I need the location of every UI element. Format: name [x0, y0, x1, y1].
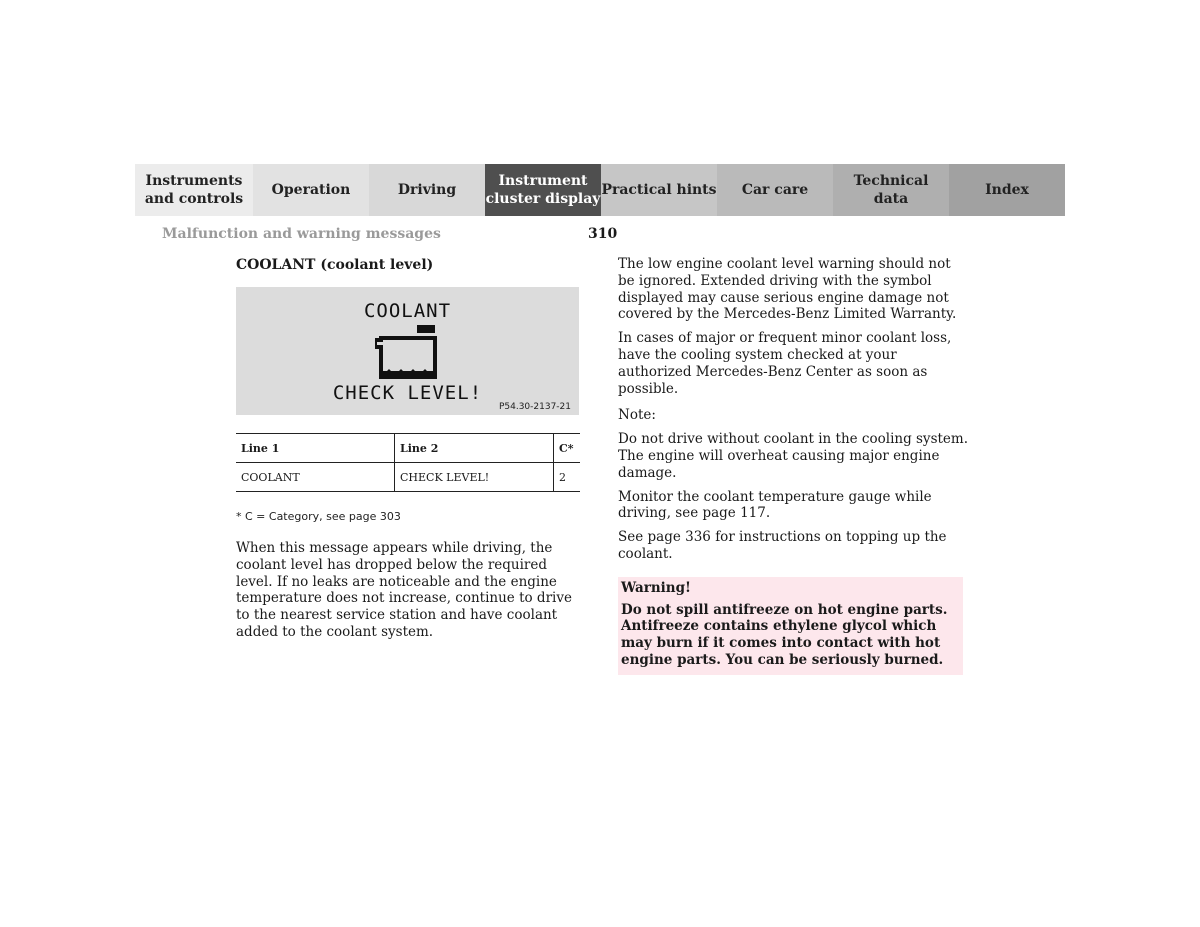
- note-label: Note:: [618, 407, 656, 424]
- table-cell: 2: [554, 463, 581, 492]
- warning-text: Do not spill antifreeze on hot engine parts. Antifreeze contains ethylene glycol which may burn if it comes into contact with hot engine parts. You can be seriously burned.: [621, 601, 948, 668]
- display-line-2: CHECK LEVEL!: [332, 382, 483, 404]
- tab-label-line1: Practical hints: [601, 182, 717, 198]
- tab-instruments-and-controls[interactable]: [135, 164, 253, 216]
- table-cell: COOLANT: [236, 463, 395, 492]
- message-description: When this message appears while driving, the coolant level has dropped below the required level. If no leaks are noticeable and the engine temperature does not increase, continue to drive to the nearest service station and have coolant added to the coolant system.: [236, 540, 572, 640]
- tab-label-line1: Index: [985, 182, 1029, 198]
- tab-instrument-cluster-display[interactable]: [485, 164, 601, 216]
- message-heading: COOLANT (coolant level): [236, 257, 434, 273]
- tab-index[interactable]: [949, 164, 1065, 216]
- table-cell: CHECK LEVEL!: [395, 463, 554, 492]
- message-table: [236, 433, 580, 492]
- tab-label-line1: Driving: [397, 182, 457, 198]
- cluster-display-illustration: [236, 287, 579, 415]
- tab-technical-data[interactable]: [833, 164, 949, 216]
- image-reference-code: P54.30-2137-21: [498, 402, 571, 412]
- table-header-row: [236, 434, 580, 463]
- note-paragraph: Monitor the coolant temperature gauge while driving, see page 117.: [618, 488, 932, 522]
- tab-label-line1: Technical: [853, 173, 929, 189]
- left-column: [236, 256, 580, 640]
- tab-driving[interactable]: [369, 164, 485, 216]
- tab-label-line1: Instruments: [145, 173, 243, 189]
- coolant-reservoir-icon: [375, 325, 441, 381]
- warning-importance-paragraph: The low engine coolant level warning should not be ignored. Extended driving with the symbol displayed may cause serious engine damage not covered by the Mercedes-Benz Limited Warranty.: [618, 256, 957, 323]
- tab-label-line2: data: [873, 191, 909, 207]
- column-header: C*: [554, 434, 581, 463]
- column-header: Line 2: [395, 434, 554, 463]
- tab-car-care[interactable]: [717, 164, 833, 216]
- category-footnote: * C = Category, see page 303: [236, 510, 401, 523]
- table-row: [236, 463, 580, 492]
- tab-label-line1: Instrument: [498, 173, 588, 189]
- tab-label-line2: cluster display: [485, 191, 601, 207]
- page-number: 310: [588, 226, 618, 242]
- tab-operation[interactable]: [253, 164, 369, 216]
- warning-title: Warning!: [621, 579, 691, 596]
- tab-label-line1: Car care: [741, 182, 809, 198]
- column-header: Line 1: [236, 434, 395, 463]
- tab-practical-hints[interactable]: [601, 164, 717, 216]
- right-column: [618, 256, 968, 675]
- tab-label-line2: and controls: [144, 191, 244, 207]
- coolant-loss-paragraph: In cases of major or frequent minor coolant loss, have the cooling system checked at your authorized Mercedes-Benz Center as soon as possible.: [618, 330, 952, 397]
- note-paragraph: Do not drive without coolant in the cooling system. The engine will overheat causing major engine damage.: [618, 431, 968, 481]
- section-title: Malfunction and warning messages: [162, 226, 441, 242]
- note-paragraph: See page 336 for instructions on topping up the coolant.: [618, 529, 947, 562]
- tab-label-line1: Operation: [271, 182, 351, 198]
- chapter-tabs: [135, 164, 1065, 216]
- warning-box: [618, 577, 963, 675]
- display-line-1: COOLANT: [363, 300, 452, 322]
